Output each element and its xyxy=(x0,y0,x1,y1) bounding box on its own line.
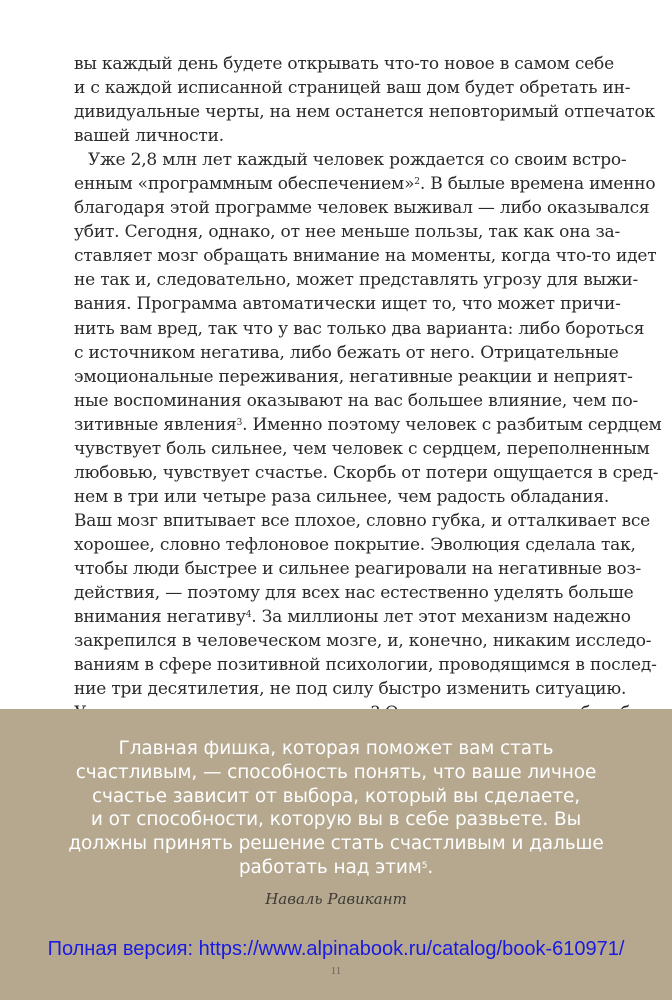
text-line: зитивные явления$^3$. Именно поэтому человек с разбитым сердцем xyxy=(74,414,662,435)
text-line: чтобы люди быстрее и сильнее реагировали на негативные воз- xyxy=(74,558,642,579)
text-line: Уже 2,8 млн лет каждый человек рождается со своим встро- xyxy=(88,150,627,171)
text-line: хорошее, словно тефлоновое покрытие. Эволюция сделала так, xyxy=(74,534,636,555)
text-fragment: внимания негативу xyxy=(74,607,246,628)
paragraph-1 xyxy=(74,52,655,148)
text-line: вашей личности. xyxy=(74,126,224,147)
text-line: внимания негативу$^4$. За миллионы лет этот механизм надежно xyxy=(74,607,631,628)
footnote-marker: 3 xyxy=(236,417,243,428)
text-line: не так и, следовательно, может представлять угрозу для выжи- xyxy=(74,270,639,291)
quote-line: счастье зависит от выбора, который вы сделаете, xyxy=(91,785,581,807)
text-line: ные воспоминания оказывают на вас большее влияние, чем по- xyxy=(74,390,639,411)
quote-line: счастливым, — способность понять, что ваше личное xyxy=(75,761,597,783)
text-line: действия, — поэтому для всех нас естественно уделять больше xyxy=(74,583,634,604)
text-line: любовью, чувствует счастье. Скорбь от потери ощущается в сред- xyxy=(74,462,659,483)
quote-text xyxy=(60,737,612,880)
text-line: ставляет мозг обращать внимание на моменты, когда что-то идет xyxy=(74,246,657,267)
text-line: дивидуальные черты, на нем останется неповторимый отпечаток xyxy=(74,102,655,123)
quote-line: работать над этим$^5$. xyxy=(238,856,434,878)
quote-box xyxy=(0,709,672,1000)
text-line: чувствует боль сильнее, чем человек с сердцем, переполненным xyxy=(74,438,650,459)
text-line: убит. Сегодня, однако, от нее меньше пользы, так как она за- xyxy=(74,222,621,243)
paragraph-2 xyxy=(74,148,662,725)
text-fragment: енным «программным обеспечением» xyxy=(74,174,415,195)
footnote-marker: 2 xyxy=(414,177,420,188)
text-line: эмоциональные переживания, негативные реакции и неприят- xyxy=(74,366,633,387)
text-fragment: За миллионы лет этот механизм надежно xyxy=(261,607,631,628)
text-fragment: В былые времена именно xyxy=(430,174,656,195)
text-fragment: Именно поэтому человек с разбитым сердцем xyxy=(252,414,662,435)
page-number: 11 xyxy=(330,965,342,977)
quote-author: Наваль Равикант xyxy=(265,890,407,908)
text-line: нем в три или четыре раза сильнее, чем радость обладания. xyxy=(74,486,610,507)
footnote-marker: 5 xyxy=(421,860,428,871)
text-line: вания. Программа автоматически ищет то, что может причи- xyxy=(74,294,621,315)
quote-line: должны принять решение стать счастливым и дальше xyxy=(68,833,604,855)
text-fragment: работать над этим xyxy=(238,856,422,878)
text-line: нить вам вред, так что у вас только два варианта: либо бороться xyxy=(74,318,645,339)
text-line: вы каждый день будете открывать что-то новое в самом себе xyxy=(74,54,614,74)
quote-line: и от способности, которую вы в себе развьете. Вы xyxy=(90,809,582,831)
text-line: енным «программным обеспечением»$^2$. В былые времена именно xyxy=(74,174,656,195)
text-line: ние три десятилетия, не под силу быстро изменить ситуацию. xyxy=(74,679,627,700)
footnote-marker: 4 xyxy=(245,610,252,621)
text-line: Ваш мозг впитывает все плохое, словно губка, и отталкивает все xyxy=(74,510,651,531)
main-text-block xyxy=(74,52,662,725)
text-fragment: зитивные явления xyxy=(74,414,237,435)
full-version-link[interactable]: Полная версия: https://www.alpinabook.ru/catalog/book-610971/ xyxy=(47,938,625,960)
text-line: с источником негатива, либо бежать от него. Отрицательные xyxy=(74,342,619,363)
text-line: и с каждой исписанной страницей ваш дом будет обретать ин- xyxy=(74,78,631,99)
text-line: ваниям в сфере позитивной психологии, проводящимся в послед- xyxy=(74,655,657,676)
quote-line: Главная фишка, которая поможет вам стать xyxy=(118,738,554,759)
text-line: закрепился в человеческом мозге, и, конечно, никаким исследо- xyxy=(74,631,652,652)
text-line: благодаря этой программе человек выживал — либо оказывался xyxy=(74,198,650,219)
